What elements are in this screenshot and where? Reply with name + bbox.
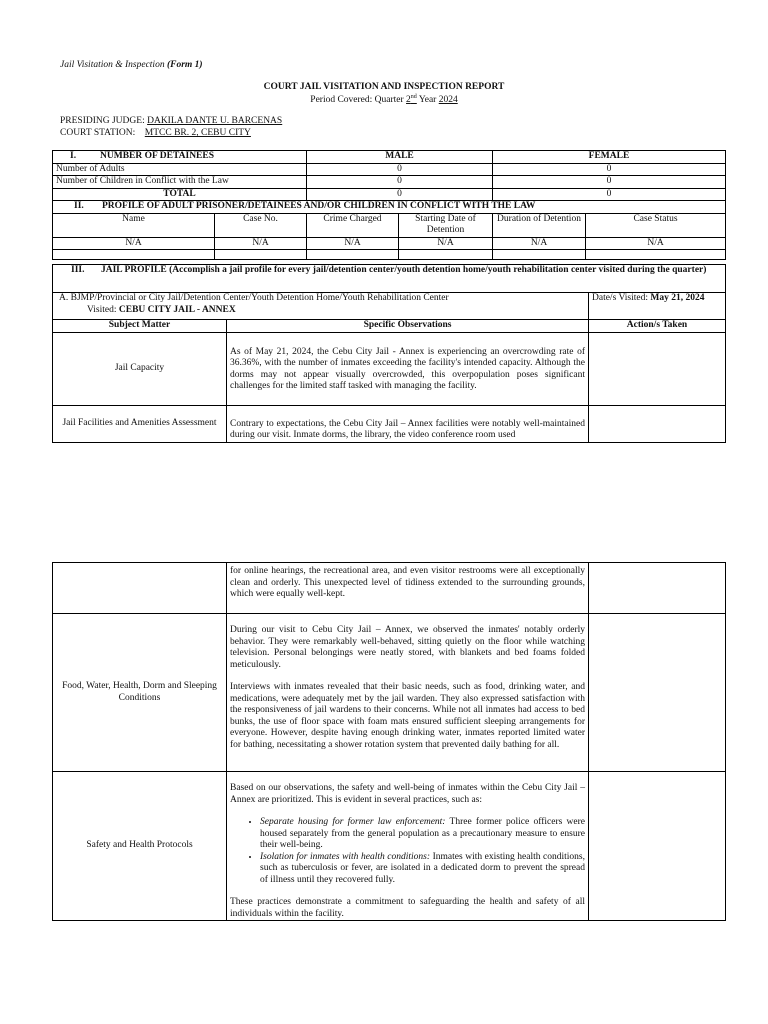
- jail-profile-table-continued: [52, 562, 726, 921]
- dates-value: May 21, 2024: [650, 293, 705, 303]
- section3-title: JAIL PROFILE (Accomplish a jail profile for every jail/detention center/youth detention home/youth rehabilitation center visited during the quarter): [101, 265, 707, 275]
- subject-safety-health: Safety and Health Protocols: [53, 772, 227, 921]
- obs-facilities-part2: for online hearings, the recreational area, and even visitor restrooms were all exceptionally clean and orderly. This unexpected level of tidiness extended to the surrounding grounds, which were equally well-kept.: [227, 563, 589, 614]
- facility-cell: [53, 293, 589, 320]
- section1-num: I.: [70, 151, 77, 161]
- station-name: MTCC BR. 2, CEBU CITY: [144, 128, 251, 138]
- cell-duration: N/A: [493, 237, 586, 250]
- period-covered: [0, 94, 768, 105]
- obs-food-paragraph-1: During our visit to Cebu City Jail – Annex, we observed the inmates' notably orderly behavior. They were remarkably well-behaved, sitting quietly on the floor while watching television. Personal belongings were neatly stored, with blankets and bed foams folded meticulously.: [230, 625, 585, 670]
- col-subject-matter: Subject Matter: [53, 320, 227, 333]
- table-row: [53, 563, 726, 614]
- dates-cell: [589, 293, 726, 320]
- obs-safety-outro: These practices demonstrate a commitment to safeguarding the health and safety of all individuals within the facility.: [230, 897, 585, 919]
- col-male: MALE: [307, 151, 493, 164]
- station-label: COURT STATION:: [60, 128, 136, 138]
- obs-facilities-part1: [227, 405, 589, 442]
- bullet-lead: Isolation for inmates with health conditions:: [260, 851, 431, 862]
- safety-practices-list: [230, 817, 585, 886]
- col-actions-taken: Action/s Taken: [589, 320, 726, 333]
- cell-name: N/A: [53, 237, 215, 250]
- action-safety-health: [589, 772, 726, 921]
- female-count: 0: [493, 176, 726, 189]
- cell-case-status: N/A: [586, 237, 726, 250]
- facility-type: A. BJMP/Provincial or City Jail/Detention Center/Youth Detention Home/Youth Rehabilitation Center: [59, 293, 449, 303]
- obs-facilities-text1: Contrary to expectations, the Cebu City Jail – Annex facilities were notably well-maintained during our visit. Inmate dorms, the library, the video conference room used: [230, 418, 585, 440]
- section2-num: II.: [74, 201, 84, 211]
- table-row: [53, 772, 726, 921]
- subject-food-water-health: Food, Water, Health, Dorm and Sleeping Conditions: [53, 614, 227, 772]
- jail-profile-table: [52, 264, 726, 443]
- bullet-text: Three former police officers were housed separately from the general population as a precautionary measure to ensure their well-being.: [260, 817, 585, 850]
- section3-num: III.: [71, 265, 85, 275]
- male-count: 0: [307, 163, 493, 176]
- detainees-table: [52, 150, 726, 201]
- period-prefix: Period Covered: Quarter: [310, 95, 404, 106]
- profile-table: [52, 200, 726, 260]
- bullet-text: Inmates with existing health conditions, such as tuberculosis or fever, are isolated in a dedicated dorm to prevent the spread of illness until they recovered fully.: [260, 851, 585, 885]
- dates-label: Date/s Visited:: [592, 293, 648, 303]
- section2-title: PROFILE OF ADULT PRISONER/DETAINEES AND/OR CHILDREN IN CONFLICT WITH THE LAW: [102, 201, 536, 211]
- action-facilities-cont: [589, 563, 726, 614]
- table-row: [53, 176, 726, 189]
- cell-crime: N/A: [307, 237, 399, 250]
- form-number: (Form 1): [166, 60, 203, 70]
- presiding-judge: [60, 116, 282, 126]
- table-row: [53, 332, 726, 405]
- court-station: [60, 128, 251, 138]
- row-label: Number of Children in Conflict with the Law: [53, 176, 307, 189]
- table-row: [53, 614, 726, 772]
- list-item: [260, 817, 585, 852]
- visited-line: [59, 305, 585, 317]
- obs-food-water-health: [227, 614, 589, 772]
- section1-header: [53, 151, 307, 164]
- male-count: 0: [307, 176, 493, 189]
- bullet-lead: Separate housing for former law enforcement:: [260, 817, 446, 827]
- col-female: FEMALE: [493, 151, 726, 164]
- table-row: [53, 250, 726, 260]
- quarter-number: 2: [406, 95, 411, 106]
- col-case-no: Case No.: [215, 213, 307, 237]
- table-row: [53, 237, 726, 250]
- col-duration: Duration of Detention: [493, 213, 586, 237]
- visited-name: CEBU CITY JAIL - ANNEX: [118, 304, 236, 315]
- table-row: [53, 405, 726, 442]
- quarter-suffix: nd: [410, 94, 417, 100]
- obs-food-paragraph-2: Interviews with inmates revealed that their basic needs, such as food, drinking water, and medications, were adequately met by the jail warden. They also expressed satisfaction with the responsiveness of jail wardens to their concerns. While not all inmates had access to bed bunks, the use of floor space with foam mats ensured sufficient sleeping arrangements for everyone. However, despite having enough drinking water, inmates reported limited water for bathing, necessitating a shower rotation system that prevented daily bathing for all.: [230, 682, 585, 750]
- form-label: [60, 60, 203, 70]
- obs-safety-health: [227, 772, 589, 921]
- cell-start-date: N/A: [399, 237, 493, 250]
- col-crime-charged: Crime Charged: [307, 213, 399, 237]
- action-facilities: [589, 405, 726, 442]
- subject-jail-capacity: Jail Capacity: [53, 332, 227, 405]
- col-name: Name: [53, 213, 215, 237]
- col-specific-observations: Specific Observations: [227, 320, 589, 333]
- row-label: Number of Adults: [53, 163, 307, 176]
- cell-case-no: N/A: [215, 237, 307, 250]
- form-label-text: Jail Visitation & Inspection: [60, 60, 165, 70]
- section3-header: [53, 265, 726, 293]
- total-label: TOTAL: [53, 188, 307, 201]
- obs-jail-capacity: As of May 21, 2024, the Cebu City Jail - Annex is experiencing an overcrowding rate of 36.36%, with the number of inmates exceeding the facility's intended capacity. Although the dorms may not appear visually overcrowded, this overpopulation poses significant challenges for the limited staff tasked with managing the facility.: [227, 332, 589, 405]
- visited-label: Visited:: [87, 304, 117, 315]
- quarter-value: [406, 95, 417, 105]
- year-label: Year: [418, 95, 437, 106]
- total-row: [53, 188, 726, 201]
- col-case-status: Case Status: [586, 213, 726, 237]
- table-row: [53, 163, 726, 176]
- section1-title: NUMBER OF DETAINEES: [100, 151, 215, 161]
- section2-header: [53, 201, 726, 214]
- total-female: 0: [493, 188, 726, 201]
- female-count: 0: [493, 163, 726, 176]
- list-item: [260, 852, 585, 887]
- judge-label: PRESIDING JUDGE:: [60, 116, 145, 126]
- col-start-date: Starting Date of Detention: [399, 213, 493, 237]
- subject-facilities-cont: [53, 563, 227, 614]
- subject-facilities: Jail Facilities and Amenities Assessment: [53, 405, 227, 442]
- report-title: COURT JAIL VISITATION AND INSPECTION REPORT: [263, 82, 505, 92]
- action-food-water-health: [589, 614, 726, 772]
- action-jail-capacity: [589, 332, 726, 405]
- obs-safety-intro: Based on our observations, the safety and well-being of inmates within the Cebu City Jail – Annex are prioritized. This is evident in several practices, such as:: [230, 783, 585, 805]
- year-value: 2024: [438, 95, 458, 106]
- judge-name: DAKILA DANTE U. BARCENAS: [147, 116, 283, 126]
- total-male: 0: [307, 188, 493, 201]
